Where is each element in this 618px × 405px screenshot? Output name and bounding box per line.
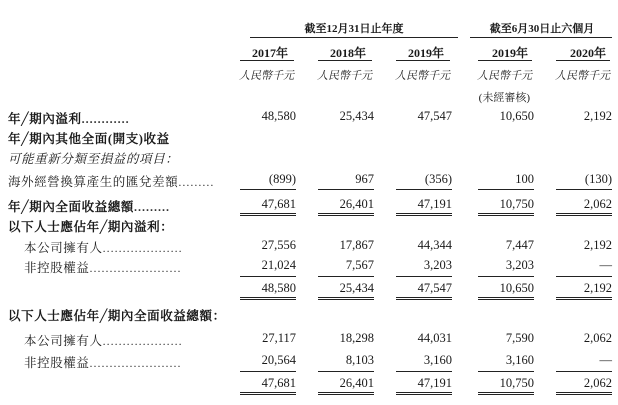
cell: 2,192	[583, 109, 612, 123]
cell: 44,031	[417, 331, 452, 345]
cell: 47,547	[417, 281, 452, 295]
total-rule	[478, 297, 534, 300]
cell: 3,160	[505, 353, 534, 367]
cell: 44,344	[417, 238, 452, 252]
subtotal-rule	[396, 276, 452, 277]
cell: 47,191	[417, 197, 452, 211]
cell: 3,160	[423, 353, 452, 367]
col-year-2017: 2017年	[251, 46, 288, 60]
cell: 10,750	[499, 197, 534, 211]
cell: 7,590	[505, 331, 534, 345]
col-year-2019-h: 2019年	[491, 46, 528, 60]
cell: 26,401	[339, 376, 374, 390]
row-label-reclassify: 可能重新分類至損益的項目：	[8, 152, 179, 166]
total-rule	[240, 392, 296, 395]
row-label-profit: 年╱期內溢利............	[8, 112, 130, 126]
group-rule-year	[250, 37, 458, 38]
year-rule	[318, 60, 372, 61]
subtotal-rule	[318, 371, 374, 372]
total-rule	[318, 213, 374, 216]
cell: 25,434	[339, 281, 374, 295]
cell: 25,434	[339, 109, 374, 123]
cell: 27,556	[261, 238, 296, 252]
cell: 8,103	[345, 353, 374, 367]
total-rule	[556, 213, 612, 216]
unit-label: 人民幣千元	[239, 70, 294, 82]
total-rule	[556, 392, 612, 395]
cell: 47,547	[417, 109, 452, 123]
col-year-2018: 2018年	[329, 46, 366, 60]
cell: 10,650	[499, 109, 534, 123]
cell: 100	[515, 172, 534, 186]
unit-label: 人民幣千元	[477, 70, 532, 82]
group-rule-half	[470, 37, 612, 38]
total-rule	[478, 213, 534, 216]
cell: 2,192	[583, 281, 612, 295]
cell: 47,191	[417, 376, 452, 390]
cell: (356)	[424, 172, 452, 186]
row-label-nci: 非控股權益.......................	[24, 261, 182, 275]
cell: 47,681	[261, 197, 296, 211]
year-rule	[240, 60, 294, 61]
subtotal-rule	[556, 189, 612, 190]
cell: 2,062	[583, 331, 612, 345]
cell: 7,567	[345, 258, 374, 272]
unit-label: 人民幣千元	[317, 70, 372, 82]
subtotal-rule	[240, 189, 296, 190]
unit-label: 人民幣千元	[555, 70, 610, 82]
subtotal-rule	[556, 276, 612, 277]
row-label-owners: 本公司擁有人....................	[24, 241, 183, 255]
cell: 7,447	[505, 238, 534, 252]
row-label-fx: 海外經營換算產生的匯兌差額.........	[8, 175, 215, 189]
cell: 47,681	[261, 376, 296, 390]
unit-label: 人民幣千元	[395, 70, 450, 82]
subtotal-rule	[478, 189, 534, 190]
row-label-nci: 非控股權益.......................	[24, 356, 182, 370]
total-rule	[478, 392, 534, 395]
cell: 27,117	[262, 331, 296, 345]
cell: 21,024	[261, 258, 296, 272]
total-rule	[556, 297, 612, 300]
header-year-group: 截至12月31日止年度	[304, 23, 404, 35]
cell: 967	[355, 172, 374, 186]
total-rule	[396, 213, 452, 216]
cell: 48,580	[261, 281, 296, 295]
total-rule	[318, 297, 374, 300]
total-rule	[396, 297, 452, 300]
col-year-2019: 2019年	[407, 46, 444, 60]
cell: 20,564	[261, 353, 296, 367]
cell: 2,062	[583, 376, 612, 390]
cell: (899)	[268, 172, 296, 186]
total-rule	[240, 297, 296, 300]
cell: 26,401	[339, 197, 374, 211]
subtotal-rule	[240, 276, 296, 277]
subtotal-rule	[240, 371, 296, 372]
subtotal-rule	[318, 276, 374, 277]
subtotal-rule	[478, 371, 534, 372]
year-rule	[478, 60, 532, 61]
row-label-profit-attrib: 以下人士應佔年╱期內溢利：	[8, 220, 174, 234]
cell: 10,750	[499, 376, 534, 390]
col-year-2020-h: 2020年	[569, 46, 606, 60]
cell: 17,867	[339, 238, 374, 252]
subtotal-rule	[396, 371, 452, 372]
row-label-ci-attrib: 以下人士應佔年╱期內全面收益總額：	[8, 309, 226, 323]
cell: 18,298	[339, 331, 374, 345]
cell: 2,192	[583, 238, 612, 252]
subtotal-rule	[478, 276, 534, 277]
row-label-total-ci: 年╱期內全面收益總額.........	[8, 200, 171, 214]
year-rule	[396, 60, 450, 61]
cell: 10,650	[499, 281, 534, 295]
cell: (130)	[584, 172, 612, 186]
header-half-group: 截至6月30日止六個月	[489, 23, 595, 35]
row-label-oci: 年╱期內其他全面(開支)收益	[8, 132, 170, 146]
total-rule	[396, 392, 452, 395]
subtotal-rule	[396, 189, 452, 190]
cell: 2,062	[583, 197, 612, 211]
cell: 3,203	[505, 258, 534, 272]
subtotal-rule	[556, 371, 612, 372]
total-rule	[318, 392, 374, 395]
year-rule	[556, 60, 610, 61]
row-label-owners: 本公司擁有人....................	[24, 334, 183, 348]
subtotal-rule	[318, 189, 374, 190]
unaudited-note: (未經審核)	[478, 92, 530, 104]
cell: —	[599, 258, 612, 272]
cell: 3,203	[423, 258, 452, 272]
total-rule	[240, 213, 296, 216]
cell: 48,580	[261, 109, 296, 123]
cell: —	[599, 353, 612, 367]
